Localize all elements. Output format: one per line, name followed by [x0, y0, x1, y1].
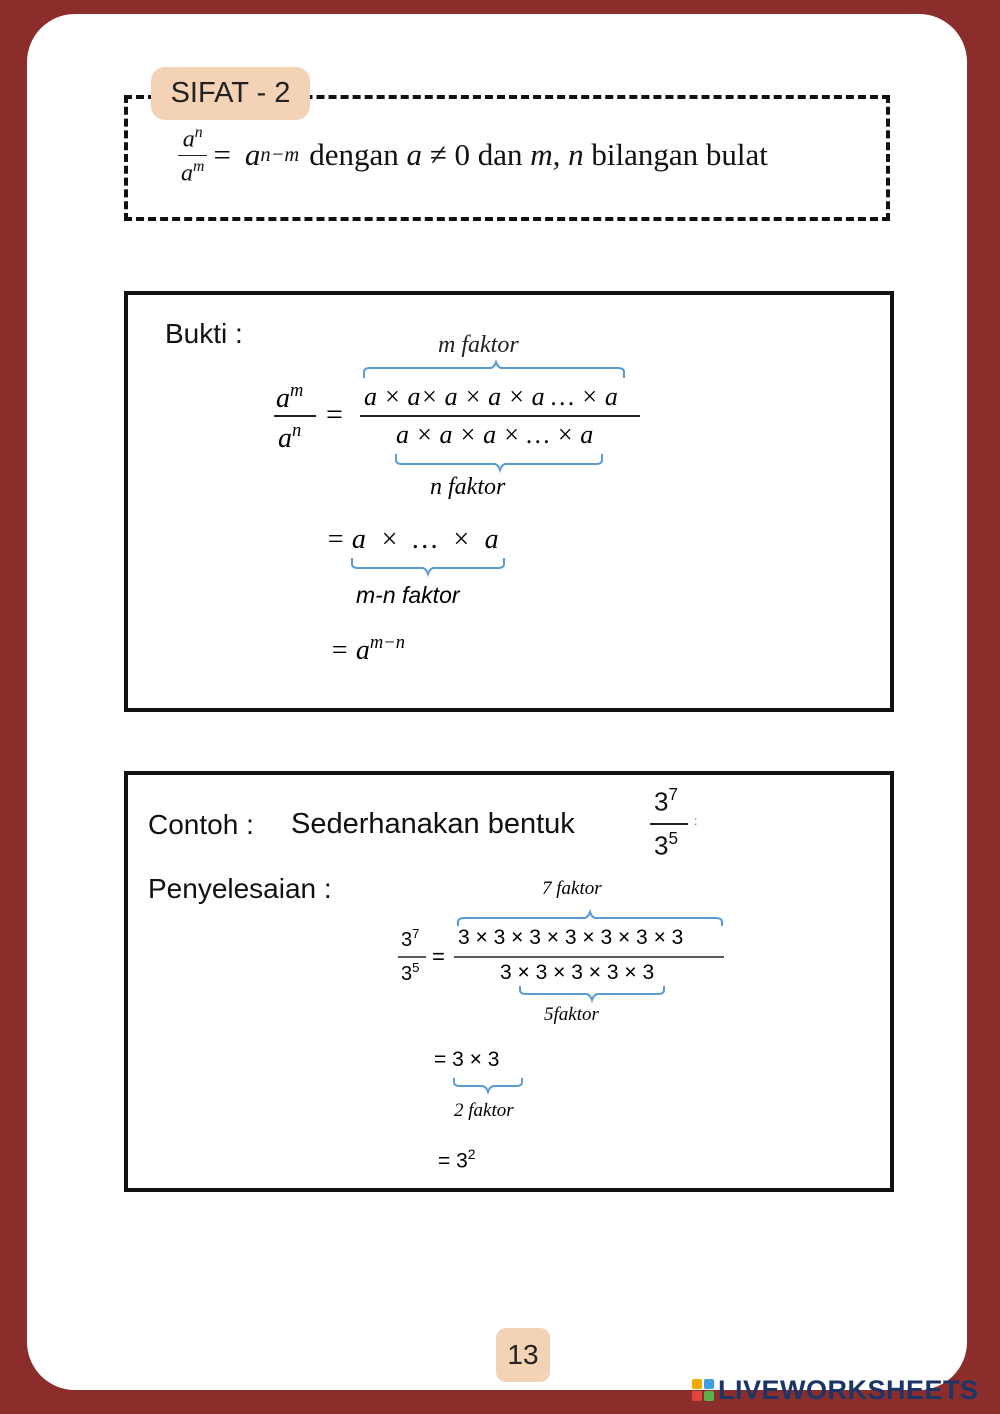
proof-step2: = a × … × a	[326, 524, 499, 555]
example-step3: = $3^2$	[438, 1146, 476, 1173]
example-bottom-brace-label: 5faktor	[544, 1004, 599, 1025]
property-tag: SIFAT - 2	[151, 67, 310, 120]
example-question-fraction: $3^7$ $3^5$ :	[650, 784, 700, 864]
proof-lhs-denominator: $a^n$	[278, 420, 302, 455]
property-fraction: $\frac{a^n}{a^m}$	[178, 125, 207, 185]
solution-label: Penyelesaian :	[148, 873, 332, 904]
example-label: Contoh :	[148, 809, 254, 840]
proof-label: Bukti :	[165, 318, 243, 349]
example-lhs-denominator: $3^5$	[401, 960, 420, 985]
proof-step2-brace-label: m-n faktor	[356, 582, 460, 608]
example-denominator: 3 × 3 × 3 × 3 × 3	[500, 961, 655, 984]
proof-bottom-brace-label: n faktor	[430, 474, 506, 500]
liveworksheets-logo-icon	[692, 1379, 714, 1401]
example-equation	[390, 872, 740, 1182]
example-lhs-numerator: $3^7$	[401, 926, 420, 951]
proof-denominator: a × a × a × … × a	[396, 420, 594, 449]
example-equals: =	[432, 944, 445, 969]
example-top-brace-label: 7 faktor	[542, 878, 602, 899]
example-question: Sederhanakan bentuk	[291, 808, 575, 840]
example-braces	[390, 872, 740, 1182]
proof-equals: =	[326, 398, 343, 431]
example-step2-brace-label: 2 faktor	[454, 1100, 514, 1121]
page-number: 13	[496, 1328, 550, 1382]
proof-top-brace-label: m faktor	[438, 332, 519, 358]
proof-equation	[240, 316, 660, 676]
proof-lhs-numerator: $a^m$	[276, 380, 304, 415]
example-step2: = 3 × 3	[434, 1048, 500, 1071]
liveworksheets-logo[interactable]: LIVEWORKSHEETS	[692, 1372, 979, 1408]
proof-step3: = $a^{m-n}$	[330, 632, 405, 667]
property-formula: $\frac{a^n}{a^m}$ = a n−m dengan a ≠ 0 dan m, n bilangan bulat	[178, 120, 768, 190]
example-numerator: 3 × 3 × 3 × 3 × 3 × 3 × 3	[458, 926, 684, 949]
proof-numerator: a × a× a × a × a … × a	[364, 382, 618, 411]
